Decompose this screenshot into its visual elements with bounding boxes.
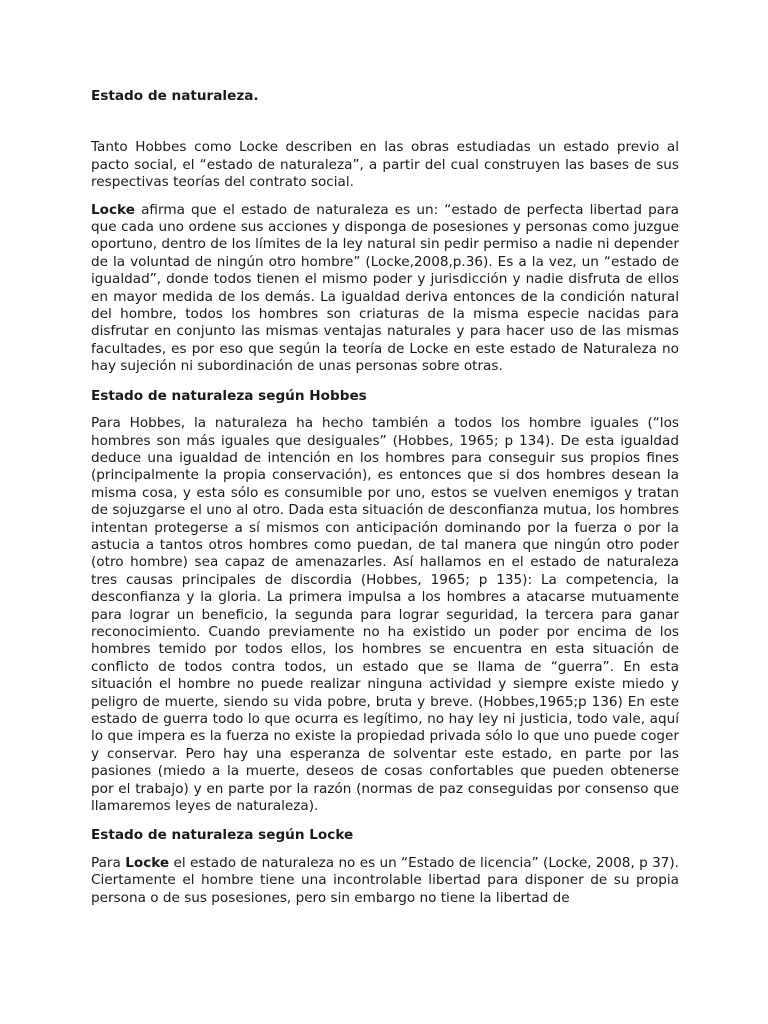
locke-paragraph-lead: Locke (91, 201, 135, 218)
locke2-paragraph (91, 855, 679, 907)
document-title: Estado de naturaleza. (91, 88, 259, 104)
locke2-paragraph-text: el estado de naturaleza no es un “Estado de licencia” (Locke, 2008, p 37). Ciertamente el hombre tiene una incontrolable libertad para disponer de su propia persona o de sus posesiones, pero sin embargo no tiene la libertad de (91, 854, 679, 906)
locke-section-heading: Estado de naturaleza según Locke (91, 827, 354, 844)
hobbes-paragraph: Para Hobbes, la naturaleza ha hecho también a todos los hombre iguales (“los hombres son más iguales que desiguales” (Hobbes, 1965; p 134). De esta igualdad deduce una igualdad de intención en los hombres para conseguir sus propios fines (principalmente la propia conservación), es entonces que si dos hombres desean la misma cosa, y esta sólo es consumible por uno, estos se vuelven enemigos y tratan de sojuzgarse el uno al otro. Dada esta situación de desconfianza mutua, los hombres intentan protegerse a sí mismos con anticipación dominando por la fuerza o por la astucia a tantos otros hombres como puedan, de tal manera que ningún otro poder (otro hombre) sea capaz de amenazarles. Así hallamos en el estado de naturaleza tres causas principales de discordia (Hobbes, 1965; p 135): La competencia, la desconfianza y la gloria. La primera impulsa a los hombres a atacarse mutuamente para lograr un beneficio, la segunda para lograr seguridad, la tercera para ganar reconocimiento. Cuando previamente no ha existido un poder por encima de los hombres temido por todos ellos, los hombres se encuentra en esta situación de conflicto de todos contra todos, un estado que se llama de “guerra”. En esta situación el hombre no puede realizar ninguna actividad y siempre existe miedo y peligro de muerte, siendo su vida pobre, bruta y breve. (Hobbes,1965;p 136) En este estado de guerra todo lo que ocurra es legítimo, no hay ley ni justicia, todo vale, aquí lo que impera es la fuerza no existe la propiedad privada sólo lo que uno puede coger y conservar. Pero hay una esperanza de solventar este estado, en parte por las pasiones (miedo a la muerte, deseos de cosas confortables que pueden obtenerse por el trabajo) y en parte por la razón (normas de paz conseguidas por consenso que llamaremos leyes de naturaleza). (91, 415, 679, 815)
hobbes-section-heading: Estado de naturaleza según Hobbes (91, 387, 367, 404)
document-page (91, 88, 679, 907)
locke-paragraph (91, 202, 679, 376)
locke-paragraph-text: afirma que el estado de naturaleza es un: “estado de perfecta libertad para que cada uno ordene sus acciones y disponga de posesiones y personas como juzgue oportuno, dentro de los límites de la ley natural sin pedir permiso a nadie ni depender de la voluntad de ningún otro hombre” (Locke,2008,p.36). Es a la vez, un “estado de igualdad”, donde todos tienen el mismo poder y jurisdicción y nadie disfruta de ellos en mayor medida de los demás. La igualdad deriva entonces de la condición natural del hombre, todos los hombres son criaturas de la misma especie nacidas para disfrutar en conjunto las mismas ventajas naturales y para hacer uso de las mismas facultades, es por eso que según la teoría de Locke en este estado de Naturaleza no hay sujeción ni subordinación de unas personas sobre otras. (91, 201, 679, 375)
locke2-paragraph-lead: Locke (125, 854, 170, 871)
locke2-paragraph-prefix: Para (91, 854, 126, 871)
intro-paragraph: Tanto Hobbes como Locke describen en las obras estudiadas un estado previo al pacto social, el “estado de naturaleza”, a partir del cual construyen las bases de sus respectivas teorías del contrato social. (91, 139, 679, 191)
